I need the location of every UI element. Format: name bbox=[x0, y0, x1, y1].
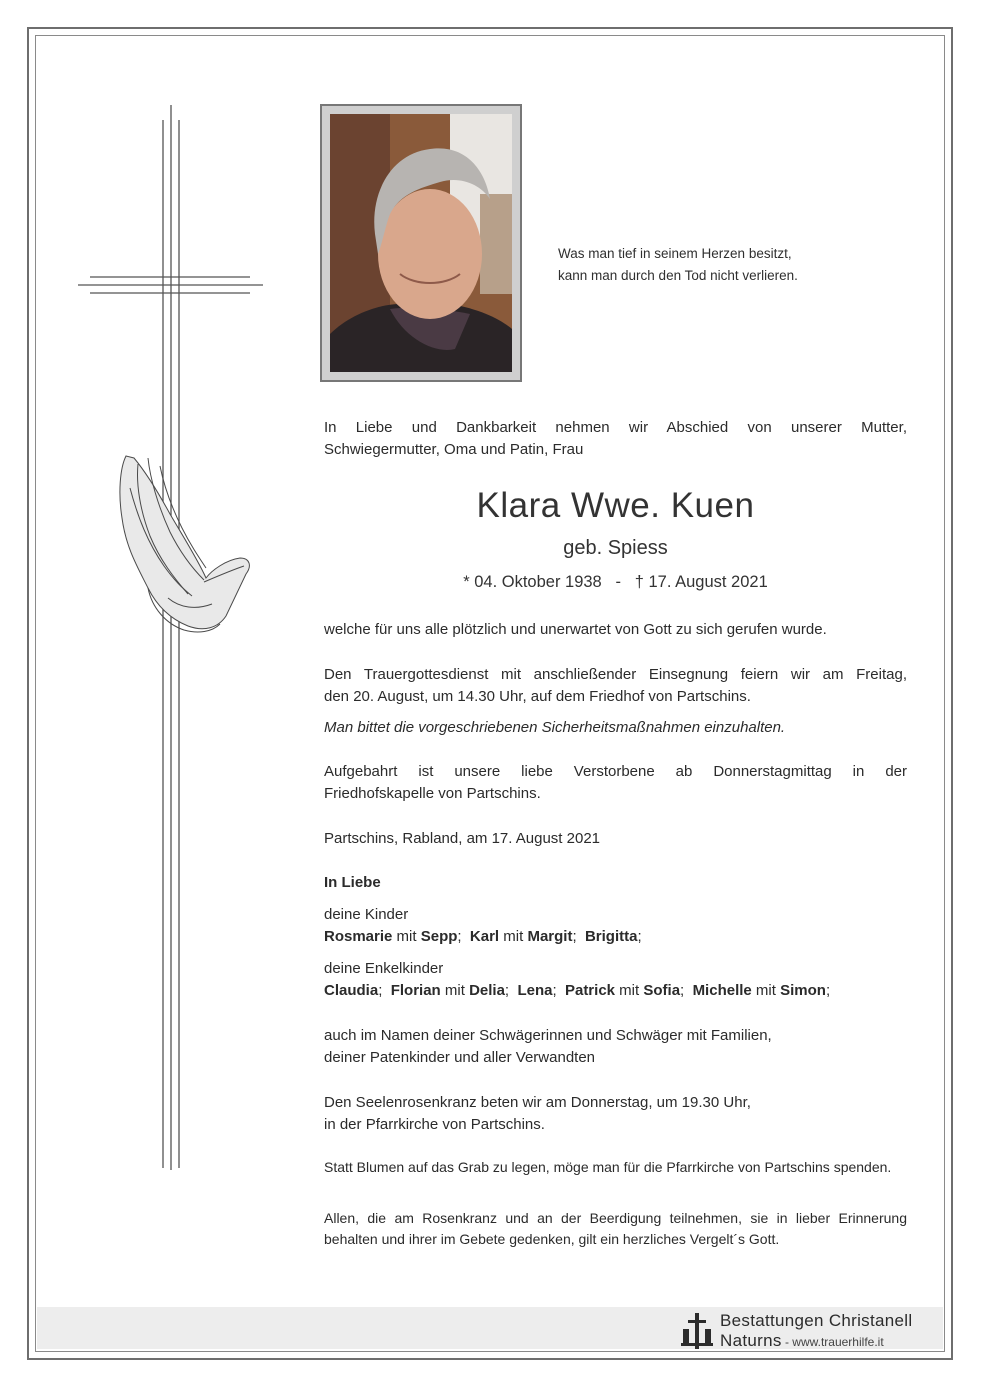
quote-line-1: Was man tief in seinem Herzen besitzt, bbox=[558, 246, 792, 261]
service-line-2: den 20. August, um 14.30 Uhr, auf dem Friedhof von Partschins. bbox=[324, 688, 751, 705]
place-date: Partschins, Rabland, am 17. August 2021 bbox=[324, 830, 601, 847]
funeral-home-logo-icon bbox=[680, 1311, 714, 1351]
life-dates: * 04. Oktober 1938 - † 17. August 2021 bbox=[463, 573, 768, 591]
also-line-1: auch im Namen deiner Schwägerinnen und Schwäger mit Familien, bbox=[324, 1027, 772, 1044]
service-text bbox=[324, 664, 907, 708]
children-list: Rosmarie mit Sepp; Karl mit Margit; Brigitta; bbox=[324, 928, 642, 945]
rosary-line-1: Den Seelenrosenkranz beten wir am Donnerstag, um 19.30 Uhr, bbox=[324, 1094, 751, 1111]
company-location: Naturns - www.trauerhilfe.it bbox=[720, 1331, 884, 1350]
safety-text: Man bittet die vorgeschriebenen Sicherheitsmaßnahmen einzuhalten. bbox=[324, 719, 786, 736]
intro-line-1: In Liebe und Dankbarkeit nehmen wir Abschied von unserer Mutter, bbox=[324, 419, 907, 436]
maiden-name: geb. Spiess bbox=[563, 537, 668, 559]
grandchildren-label: deine Enkelkinder bbox=[324, 960, 444, 977]
laidout-text bbox=[324, 761, 907, 805]
service-line-1: Den Trauergottesdienst mit anschließender Einsegnung feiern wir am Freitag, bbox=[324, 666, 907, 683]
flowers-note: Statt Blumen auf das Grab zu legen, möge man für die Pfarrkirche von Partschins spenden. bbox=[324, 1159, 892, 1175]
mourners-heading: In Liebe bbox=[324, 874, 381, 891]
thanks-note: Allen, die am Rosenkranz und an der Beerdigung teilnehmen, sie in lieber Erinnerung behalten und ihrer im Gebete gedenken, gilt ein herzliches Vergelt´s Gott. bbox=[324, 1210, 907, 1247]
children-label: deine Kinder bbox=[324, 906, 409, 923]
praying-hands-icon bbox=[108, 448, 256, 638]
portrait-frame bbox=[320, 104, 522, 382]
deceased-name: Klara Wwe. Kuen bbox=[476, 486, 755, 525]
intro-line-2: Schwiegermutter, Oma und Patin, Frau bbox=[324, 441, 584, 458]
quote-line-2: kann man durch den Tod nicht verlieren. bbox=[558, 268, 798, 283]
portrait-photo bbox=[330, 114, 512, 372]
company-name: Bestattungen Christanell bbox=[720, 1311, 913, 1330]
also-text bbox=[324, 1025, 907, 1069]
memorial-quote bbox=[558, 243, 798, 287]
grandchildren-list: Claudia; Florian mit Delia; Lena; Patrick mit Sofia; Michelle mit Simon; bbox=[324, 982, 831, 999]
rosary-text bbox=[324, 1092, 907, 1136]
website-link[interactable]: - www.trauerhilfe.it bbox=[781, 1335, 884, 1349]
laidout-line-1: Aufgebahrt ist unsere liebe Verstorbene ab Donnerstagmittag in der bbox=[324, 763, 907, 780]
also-line-2: deiner Patenkinder und aller Verwandten bbox=[324, 1049, 596, 1066]
laidout-line-2: Friedhofskapelle von Partschins. bbox=[324, 785, 541, 802]
rosary-line-2: in der Pfarrkirche von Partschins. bbox=[324, 1116, 545, 1133]
intro-text bbox=[324, 417, 907, 461]
called-text: welche für uns alle plötzlich und unerwartet von Gott zu sich gerufen wurde. bbox=[324, 621, 827, 638]
